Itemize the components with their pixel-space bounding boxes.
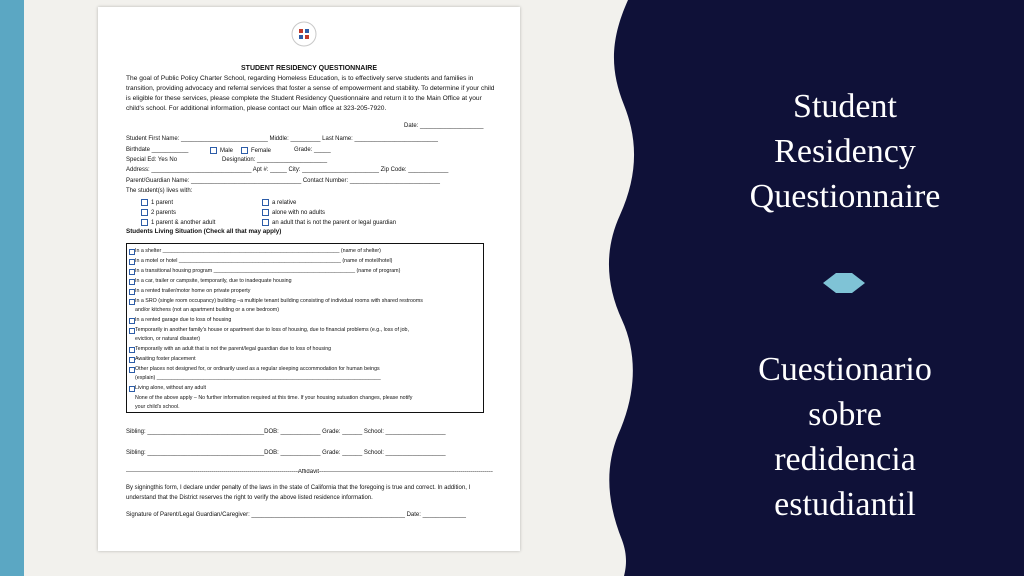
title-en-line: Residency [774,133,916,170]
lives-option[interactable] [141,219,215,226]
situation-item[interactable] [135,356,196,362]
option-label: alone with no adults [272,210,326,217]
situation-continuation: your child's school. [135,404,180,410]
accent-bar [0,0,24,576]
signature-field[interactable]: Signature of Parent/Legal Guardian/Caregiver: ______________________________________________ Date: _____________ [126,512,466,518]
address-field[interactable]: Address: ______________________________ Apt #: _____ City: _______________________ Zip Code: ____________ [126,167,449,173]
situation-item[interactable] [135,346,331,352]
lives-option[interactable] [262,209,325,216]
situation-continuation[interactable]: (explain) ____________________________________________________________________________ [135,375,381,381]
situation-label: In a rented garage due to loss of housing [135,317,232,323]
checkbox[interactable] [129,386,135,392]
female-label: Female [251,148,272,155]
situation-item[interactable] [135,278,292,284]
situation-label: In a motel or hotel _______________________________________________________ (name of motel/hotel) [135,258,393,264]
situation-continuation: eviction, or natural disaster) [135,336,201,342]
affidavit-header: --------------------------------------------------------------------------------------Affidavit--------------------------------------------------------------------------------------- [126,469,493,475]
form-title: STUDENT RESIDENCY QUESTIONNAIRE [241,65,377,72]
special-ed-field[interactable]: Special Ed: Yes No [126,157,178,163]
situation-item[interactable] [135,317,231,323]
checkbox[interactable] [129,299,135,305]
sibling-field[interactable]: Sibling: ___________________________________DOB: ____________ Grade: ______ School: __________________ [126,429,446,435]
checkbox[interactable] [129,318,135,324]
option-label: 1 parent [151,200,174,207]
checkbox[interactable] [129,269,135,275]
situation-item[interactable] [135,385,206,391]
title-en-line: Student [793,88,897,125]
date-field[interactable]: Date: ___________________ [404,123,484,129]
situation-label: In a transitional housing program ________________________________________________ (name of program) [135,268,401,274]
title-es-line: Cuestionario [758,351,932,388]
designation-field[interactable]: Designation: _____________________ [222,157,328,163]
situation-item[interactable] [135,288,250,294]
living-situation-title: Students Living Situation (Check all that may apply) [126,228,282,235]
situation-item[interactable] [135,366,380,372]
situation-item[interactable] [135,298,423,304]
situation-label: In a SRO (single room occupancy) building –a multiple tenant building consisting of individual rooms with shared restrooms [135,298,423,304]
situation-item[interactable] [135,248,381,254]
slide-title-english [700,84,990,219]
title-es-line: estudiantil [774,486,916,523]
female-option[interactable] [241,147,271,154]
male-label: Male [220,148,234,155]
checkbox[interactable] [129,289,135,295]
situation-label: Other places not designed for, or ordinarily used as a regular sleeping accommodation for human beings [135,366,380,372]
form-intro: The goal of Public Policy Charter School, regarding Homeless Education, is to effectively serve students and families in transition, providing advocacy and referral services that foster a sense of empowerment and stability. To determine if your child is eligible for these services, please complete the Student Residency Questionnaire and return it to the Main Office at your child's school. For additional information, please contact our Main office at 323-205-7920. [126,75,495,112]
situation-item[interactable] [135,268,400,274]
questionnaire-document [98,7,520,551]
living-situation-box [126,243,484,413]
checkbox[interactable] [241,147,248,154]
school-logo-icon [290,20,318,48]
checkbox[interactable] [262,219,269,226]
checkbox[interactable] [129,367,135,373]
situation-item[interactable] [135,327,409,333]
option-label: an adult that is not the parent or legal guardian [272,220,397,227]
situation-item[interactable] [135,395,412,401]
grade-field[interactable]: Grade: _____ [294,147,331,153]
checkbox[interactable] [141,219,148,226]
checkbox[interactable] [129,328,135,334]
situation-label: Temporarily in another family's house or apartment due to loss of housing, due to financial problems (e.g., loss of job, [135,327,409,333]
checkbox[interactable] [129,357,135,363]
situation-label: Awaiting foster placement [135,356,196,362]
checkbox[interactable] [129,259,135,265]
checkbox[interactable] [141,199,148,206]
checkbox[interactable] [262,199,269,206]
situation-label: In a rented trailer/motor home on private property [135,288,251,294]
title-en-line: Questionnaire [749,178,941,215]
situation-item[interactable] [135,258,392,264]
option-label: a relative [272,200,297,207]
checkbox[interactable] [262,209,269,216]
situation-label: Living alone, without any adult [135,385,206,391]
affidavit-text: By signingthis form, I declare under penalty of the laws in the state of California that the foregoing is true and correct. In addition, I understand that the District reserves the right to verify the above listed residence information. [126,485,471,501]
checkbox[interactable] [129,249,135,255]
situation-label: Temporarily with an adult that is not the parent/legal guardian due to loss of housing [135,346,332,352]
lives-option[interactable] [141,199,173,206]
situation-label: None of the above apply – No further information required at this time. If your housing sutuation changes, please notify [135,395,413,401]
slide-title-spanish [700,347,990,527]
male-option[interactable] [210,147,233,154]
birthdate-field[interactable]: Birthdate ___________ [126,147,189,153]
title-es-line: sobre [808,396,882,433]
lives-with-label: The student(s) lives with: [126,188,193,194]
lives-option[interactable] [262,219,396,226]
situation-label: In a shelter ____________________________________________________________ (name of shelter) [135,248,381,254]
situation-label: In a car, trailer or campsite, temporarily, due to inadequate housing [135,278,292,284]
checkbox[interactable] [210,147,217,154]
diamond-divider-icon [823,273,865,293]
option-label: 1 parent & another adult [151,220,216,227]
situation-continuation: and/or kitchens (not an apartment building or a one bedroom) [135,307,279,313]
student-name-field[interactable]: Student First Name: __________________________ Middle: _________ Last Name: _________________________ [126,136,438,142]
checkbox[interactable] [129,347,135,353]
option-label: 2 parents [151,210,177,217]
title-es-line: redidencia [774,441,916,478]
sibling-field[interactable]: Sibling: ___________________________________DOB: ____________ Grade: ______ School: __________________ [126,450,446,456]
lives-option[interactable] [262,199,296,206]
checkbox[interactable] [141,209,148,216]
parent-guardian-field[interactable]: Parent/Guardian Name: _________________________________ Contact Number: ___________________________ [126,178,440,184]
checkbox[interactable] [129,279,135,285]
lives-option[interactable] [141,209,176,216]
